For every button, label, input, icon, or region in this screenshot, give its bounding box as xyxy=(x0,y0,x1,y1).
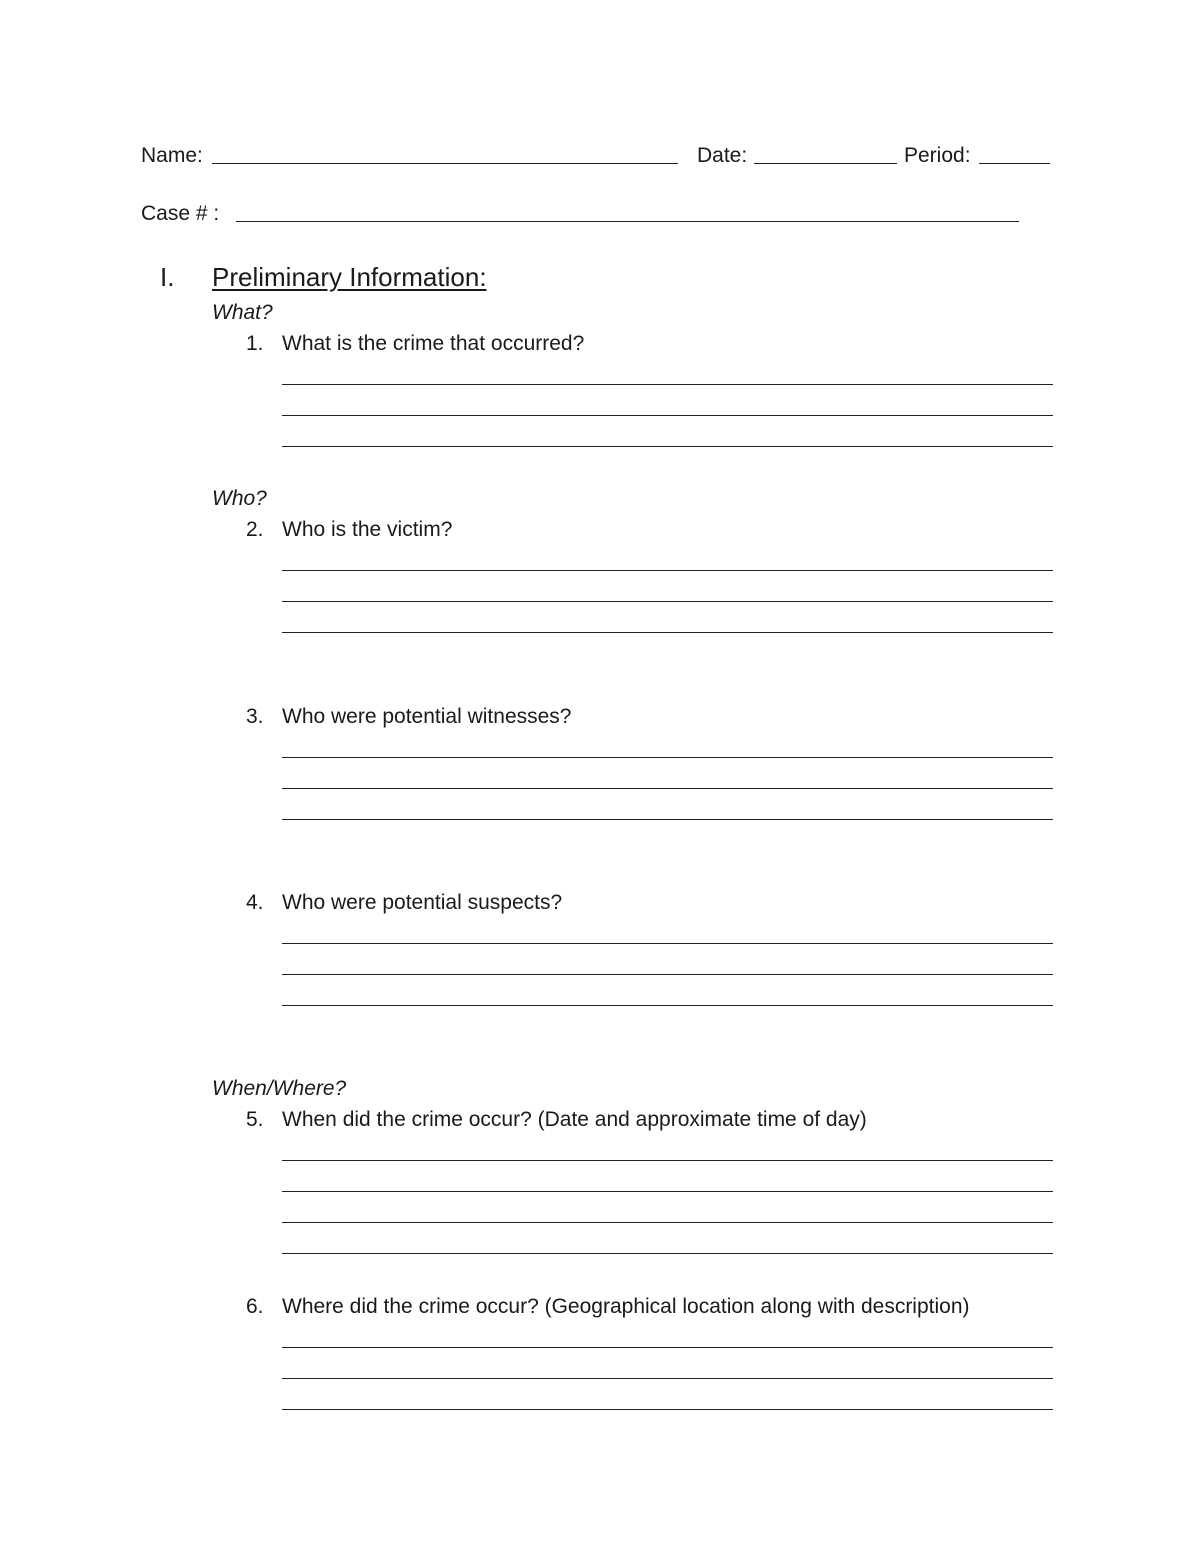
answer-line[interactable] xyxy=(282,1409,1053,1410)
answer-line[interactable] xyxy=(282,1253,1053,1254)
date-label: Date: xyxy=(697,144,748,167)
answer-line[interactable] xyxy=(282,788,1053,789)
answer-line[interactable] xyxy=(282,943,1053,944)
answer-line[interactable] xyxy=(282,974,1053,975)
answer-line[interactable] xyxy=(282,819,1053,820)
subheading-when-where: When/Where? xyxy=(212,1077,347,1100)
section-number: I. xyxy=(160,262,175,292)
subheading-who: Who? xyxy=(212,487,267,510)
name-field[interactable] xyxy=(212,163,678,164)
case-label: Case # : xyxy=(141,202,220,225)
answer-line[interactable] xyxy=(282,415,1053,416)
question-number: 5. xyxy=(246,1108,264,1131)
answer-line[interactable] xyxy=(282,384,1053,385)
question-text: What is the crime that occurred? xyxy=(282,332,585,355)
answer-line[interactable] xyxy=(282,632,1053,633)
question-text: Who is the victim? xyxy=(282,518,453,541)
answer-line[interactable] xyxy=(282,1160,1053,1161)
section-title: Preliminary Information: xyxy=(212,262,487,292)
name-label: Name: xyxy=(141,144,203,167)
date-field[interactable] xyxy=(754,163,897,164)
question-text: Who were potential suspects? xyxy=(282,891,563,914)
answer-line[interactable] xyxy=(282,1005,1053,1006)
question-text: Who were potential witnesses? xyxy=(282,705,572,728)
answer-line[interactable] xyxy=(282,1222,1053,1223)
case-field[interactable] xyxy=(236,221,1019,222)
question-text: When did the crime occur? (Date and approximate time of day) xyxy=(282,1108,867,1131)
answer-line[interactable] xyxy=(282,1191,1053,1192)
answer-line[interactable] xyxy=(282,570,1053,571)
answer-line[interactable] xyxy=(282,1378,1053,1379)
question-number: 6. xyxy=(246,1295,264,1318)
answer-line[interactable] xyxy=(282,601,1053,602)
question-text: Where did the crime occur? (Geographical location along with description) xyxy=(282,1295,970,1318)
period-label: Period: xyxy=(904,144,971,167)
question-number: 4. xyxy=(246,891,264,914)
question-number: 2. xyxy=(246,518,264,541)
period-field[interactable] xyxy=(979,163,1050,164)
question-number: 3. xyxy=(246,705,264,728)
answer-line[interactable] xyxy=(282,757,1053,758)
answer-line[interactable] xyxy=(282,1347,1053,1348)
answer-line[interactable] xyxy=(282,446,1053,447)
subheading-what: What? xyxy=(212,301,273,324)
question-number: 1. xyxy=(246,332,264,355)
